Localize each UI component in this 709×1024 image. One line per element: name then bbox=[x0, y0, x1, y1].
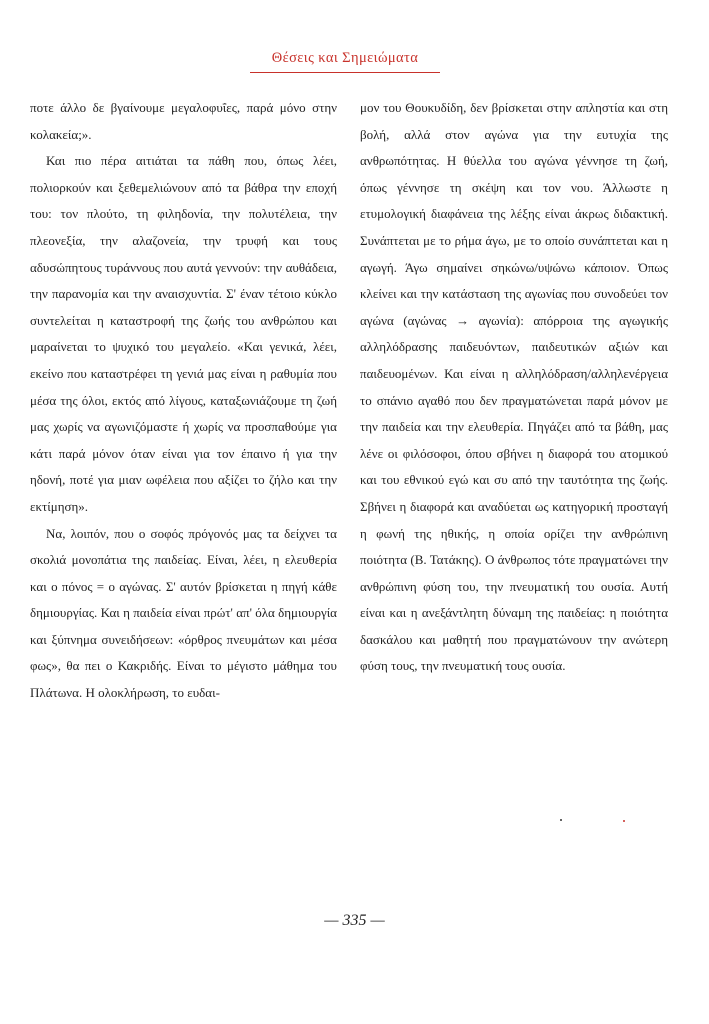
running-header bbox=[250, 50, 440, 73]
paragraph: Να, λοιπόν, που ο σοφός πρόγονός μας τα δείχνει τα σκολιά μονοπάτια της παιδείας. Είναι, λέει, η ελευθερία και ο πόνος = ο αγώνας. Σ' αυτόν βρίσκεται η πηγή κάθε δημιουργίας. Και η παιδεία είναι πρώτ' απ' όλα δημιουργία και ξύπνημα συνειδήσεων: «όρθρος πνευμάτων και μέσα φως», θα πει ο Κακριδής. Είναι το μέγιστο μάθημα του Πλάτωνα. Η ολοκλήρωση, το ευδαι- bbox=[30, 525, 337, 701]
paragraph: ποτε άλλο δε βγαίνουμε μεγαλοφυΐες, παρά μόνο στην κολακεία;». bbox=[30, 100, 337, 142]
print-speck bbox=[623, 820, 625, 822]
text-column-left bbox=[30, 95, 337, 707]
text-column-right bbox=[360, 95, 668, 680]
running-header-title: Θέσεις και Σημειώματα bbox=[271, 50, 419, 66]
paragraph: μον του Θουκυδίδη, δεν βρίσκεται στην απληστία και στη βολή, αλλά στον αγώνα για την ευτυχία της ανθρωπότητας. Η θύελλα του αγώνα γέννησε τη ζωή, όπως γέννησε τη σκέψη και τον νου. Άλλωστε η ετυμολογική διαφάνεια της λέξης είναι άκρως διδακτική. Συνάπτεται με το ρήμα άγω, με το οποίο συνάπτεται και η αγωγή. Άγω σημαίνει σηκώνω/υψώνω κάποιον. Όπως κλείνει και την κατάσταση της αγωνίας που συνοδεύει τον αγώνα (αγώνας → αγωνία): απόρροια της αγωγικής αλληλόδρασης παιδευόντων, παιδευτικών αξιών και παιδευομένων. Και είναι η αλληλόδραση/αλληλενέργεια το σπάνιο αγαθό που δεν πραγματώνεται παρά μόνον με την παιδεία και την ελευθερία. Πηγάζει από τα βάθη, μας λένε οι φιλόσοφοι, όπου σβήνει η διαφορά του ατομικού και του εθνικού εγώ και συ από την ταυτότητα της ζωής. Σβήνει η διαφορά και αναδύεται ως κατηγορική προσταγή η φωνή της ηθικής, η οποία ορίζει την ανθρώπινη ποιότητα (Β. Τατάκης). Ο άνθρωπος τότε πραγματώνει την ανθρώπινη φύση του, την πνευματική του ουσία. Αυτή είναι και η ανεξάντλητη δύναμη της παιδείας: η ποιότητα δασκάλου και μαθητή που πραγματώνουν την ανώτερη φύση τους, την πνευματική τους ουσία. bbox=[360, 100, 668, 674]
header-rule bbox=[250, 72, 440, 73]
paragraph: Και πιο πέρα αιτιάται τα πάθη που, όπως λέει, πολιορκούν και ξεθεμελιώνουν από τα βάθρα την εποχή του: τον πλούτο, τη φιληδονία, την πολυτέλεια, την πλεονεξία, την αλαζονεία, την τρυφή και τους αδυσώπητους τυράννους που αυτά γεννούν: την αυθάδεια, την παρανομία και την αναισχυντία. Σ' έναν τέτοιο κύκλο συντελείται η καταστροφή της ζωής του ανθρώπου και μαραίνεται το ψυχικό του μεγαλείο. «Και γενικά, λέει, εκείνο που καταστρέφει τη γενιά μας είναι η ραθυμία που μέσα της όλοι, εκτός από λίγους, καταξωνιάζουμε τη ζωή μας χωρίς να αγωνιζόμαστε ή χωρίς να προσπαθούμε για κάτι παρά μόνον όταν είναι για τον έπαινο ή για την ηδονή, ποτέ για μιαν ωφέλεια που αξίζει το ζήλο και την εκτίμηση». bbox=[30, 153, 337, 514]
print-speck bbox=[560, 819, 562, 821]
page-number: — 335 — bbox=[324, 912, 385, 929]
